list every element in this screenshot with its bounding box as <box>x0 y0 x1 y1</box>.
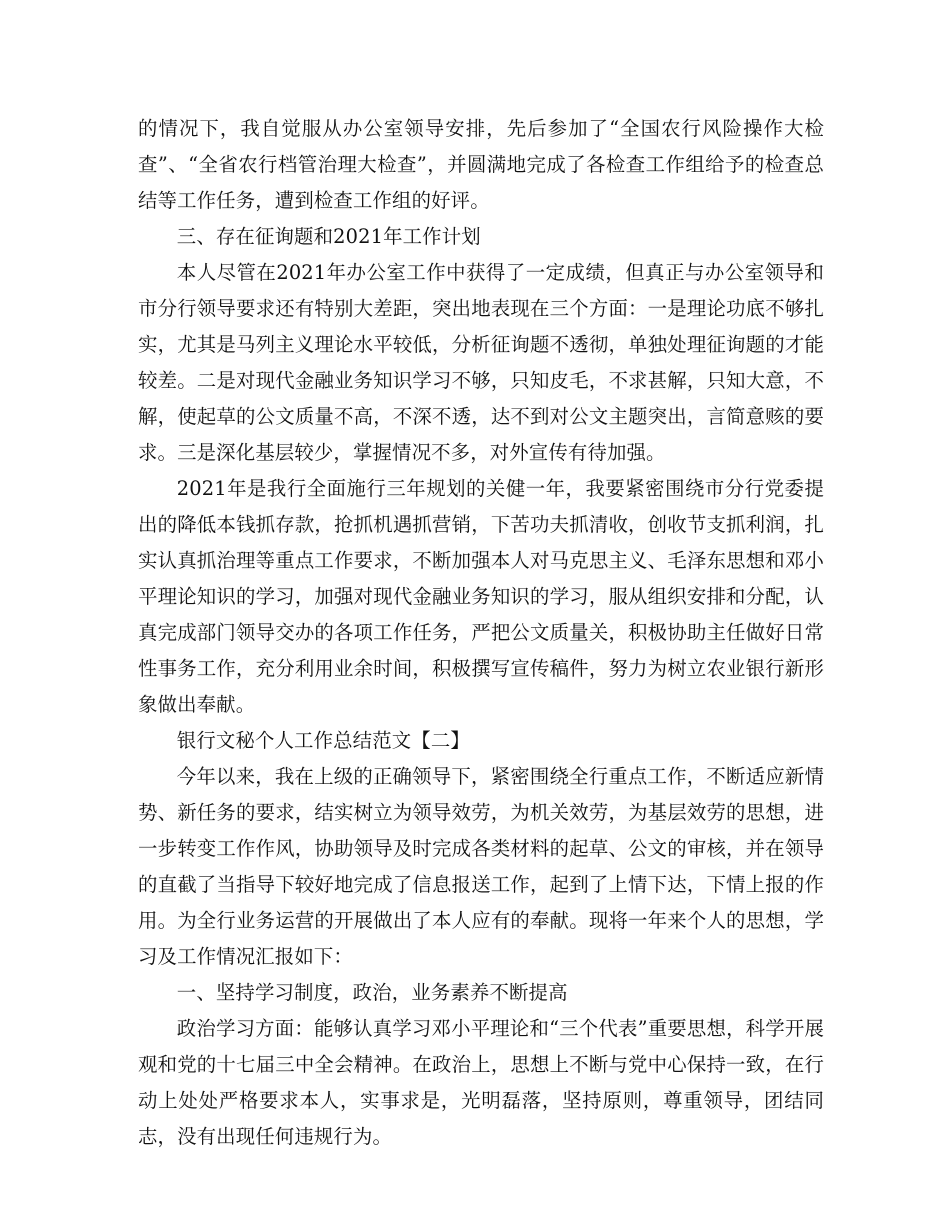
paragraph-5: 政治学习方面：能够认真学习邓小平理论和“三个代表”重要思想，科学开展观和党的十七届三中全会精神。在政治上，思想上不断与党中心保持一致，在行动上处处严格要求本人，实事求是，光明磊落，坚持原则，尊重领导，团结同志，没有出现任何违规行为。 <box>138 1017 824 1148</box>
paragraph-1: 的情况下，我自觉服从办公室领导安排，先后参加了“全国农行风险操作大检查”、“全省农行档管治理大检查”，并圆满地完成了各检查工作组给予的检查总结等工作任务，遭到检查工作组的好评。 <box>138 117 824 212</box>
document-body <box>138 111 824 1155</box>
section-heading-3: 三、存在征询题和2021年工作计划 <box>176 225 481 248</box>
paragraph-3: 2021年是我行全面施行三年规划的关健一年，我要紧密围绕市分行党委提出的降低本钱抓存款，抢抓机遇抓营销，下苦功夫抓清收，创收节支抓利润，扎实认真抓治理等重点工作要求，不断加强本人对马克思主义、毛泽东思想和邓小平理论知识的学习，加强对现代金融业务知识的学习，服从组织安排和分配，认真完成部门领导交办的各项工作任务，严把公文质量关，积极协助主任做好日常性事务工作，充分利用业余时间，积极撰写宣传稿件，努力为树立农业银行新形象做出奉献。 <box>138 477 824 716</box>
document-title-2: 银行文秘个人工作总结范文【二】 <box>176 729 470 752</box>
section-heading-1: 一、坚持学习制度，政治，业务素养不断提高 <box>176 981 568 1004</box>
paragraph-4: 今年以来，我在上级的正确领导下，紧密围绕全行重点工作，不断适应新情势、新任务的要求，结实树立为领导效劳，为机关效劳，为基层效劳的思想，进一步转变工作作风，协助领导及时完成各类材料的起草、公文的审核，并在领导的直截了当指导下较好地完成了信息报送工作，起到了上情下达，下情上报的作用。为全行业务运营的开展做出了本人应有的奉献。现将一年来个人的思想，学习及工作情况汇报如下： <box>138 765 824 968</box>
paragraph-2: 本人尽管在2021年办公室工作中获得了一定成绩，但真正与办公室领导和市分行领导要求还有特别大差距，突出地表现在三个方面：一是理论功底不够扎实，尤其是马列主义理论水平较低，分析征询题不透彻，单独处理征询题的才能较差。二是对现代金融业务知识学习不够，只知皮毛，不求甚解，只知大意，不解，使起草的公文质量不高，不深不透，达不到对公文主题突出，言简意赅的要求。三是深化基层较少，掌握情况不多，对外宣传有待加强。 <box>138 261 824 464</box>
